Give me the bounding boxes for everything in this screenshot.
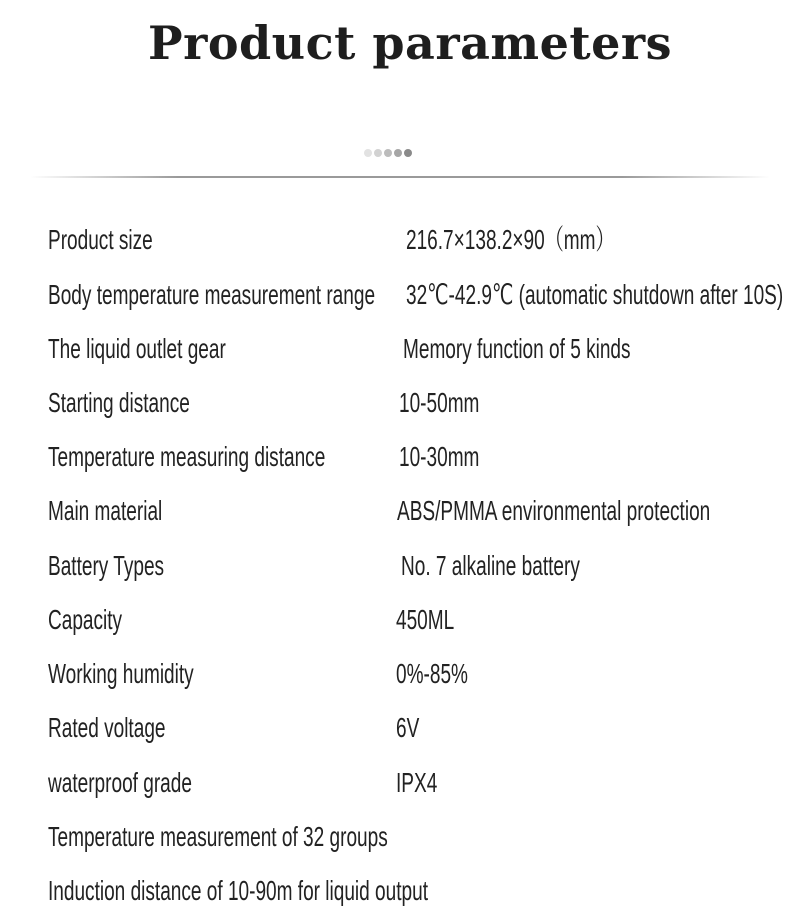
param-row-starting-distance bbox=[0, 383, 800, 423]
param-row-product-size bbox=[0, 220, 800, 260]
param-value: No. 7 alkaline battery bbox=[401, 550, 580, 581]
param-label: Main material bbox=[48, 495, 163, 526]
param-value: 216.7×138.2×90（mm） bbox=[406, 224, 615, 255]
param-row-capacity bbox=[0, 600, 800, 640]
param-row-working-humidity bbox=[0, 654, 800, 694]
param-value: Memory function of 5 kinds bbox=[403, 333, 631, 364]
note-row bbox=[0, 817, 800, 857]
param-label: Working humidity bbox=[48, 658, 194, 689]
param-row-waterproof-grade bbox=[0, 763, 800, 803]
note-text: Induction distance of 10-90m for liquid output bbox=[48, 875, 428, 906]
param-value: 6V bbox=[396, 712, 420, 743]
param-label: Battery Types bbox=[48, 550, 165, 581]
carousel-dot bbox=[384, 149, 392, 157]
param-row-measuring-distance bbox=[0, 437, 800, 477]
param-value: ABS/PMMA environmental protection bbox=[397, 495, 711, 526]
carousel-dots bbox=[364, 149, 412, 157]
carousel-dot bbox=[394, 149, 402, 157]
param-row-battery-types bbox=[0, 546, 800, 586]
param-label: The liquid outlet gear bbox=[48, 333, 226, 364]
param-value: 10-30mm bbox=[399, 441, 480, 472]
param-row-main-material bbox=[0, 491, 800, 531]
param-value: 32℃-42.9℃ (automatic shutdown after 10S) bbox=[406, 279, 784, 310]
param-row-temperature-range bbox=[0, 275, 800, 315]
param-value: IPX4 bbox=[396, 767, 438, 798]
param-value: 450ML bbox=[396, 604, 455, 635]
note-row bbox=[0, 871, 800, 911]
title-divider bbox=[30, 176, 770, 178]
param-label: Product size bbox=[48, 224, 153, 255]
param-row-outlet-gear bbox=[0, 329, 800, 369]
carousel-dot bbox=[374, 149, 382, 157]
param-label: Starting distance bbox=[48, 387, 190, 418]
carousel-dot bbox=[364, 149, 372, 157]
param-value: 0%-85% bbox=[396, 658, 468, 689]
param-row-rated-voltage bbox=[0, 708, 800, 748]
param-label: Body temperature measurement range bbox=[48, 279, 376, 310]
param-label: Capacity bbox=[48, 604, 123, 635]
param-label: Rated voltage bbox=[48, 712, 166, 743]
param-value: 10-50mm bbox=[399, 387, 480, 418]
page-title: Product parameters bbox=[148, 16, 672, 70]
carousel-dot bbox=[404, 149, 412, 157]
param-label: Temperature measuring distance bbox=[48, 441, 326, 472]
note-text: Temperature measurement of 32 groups bbox=[48, 821, 388, 852]
param-label: waterproof grade bbox=[48, 767, 192, 798]
